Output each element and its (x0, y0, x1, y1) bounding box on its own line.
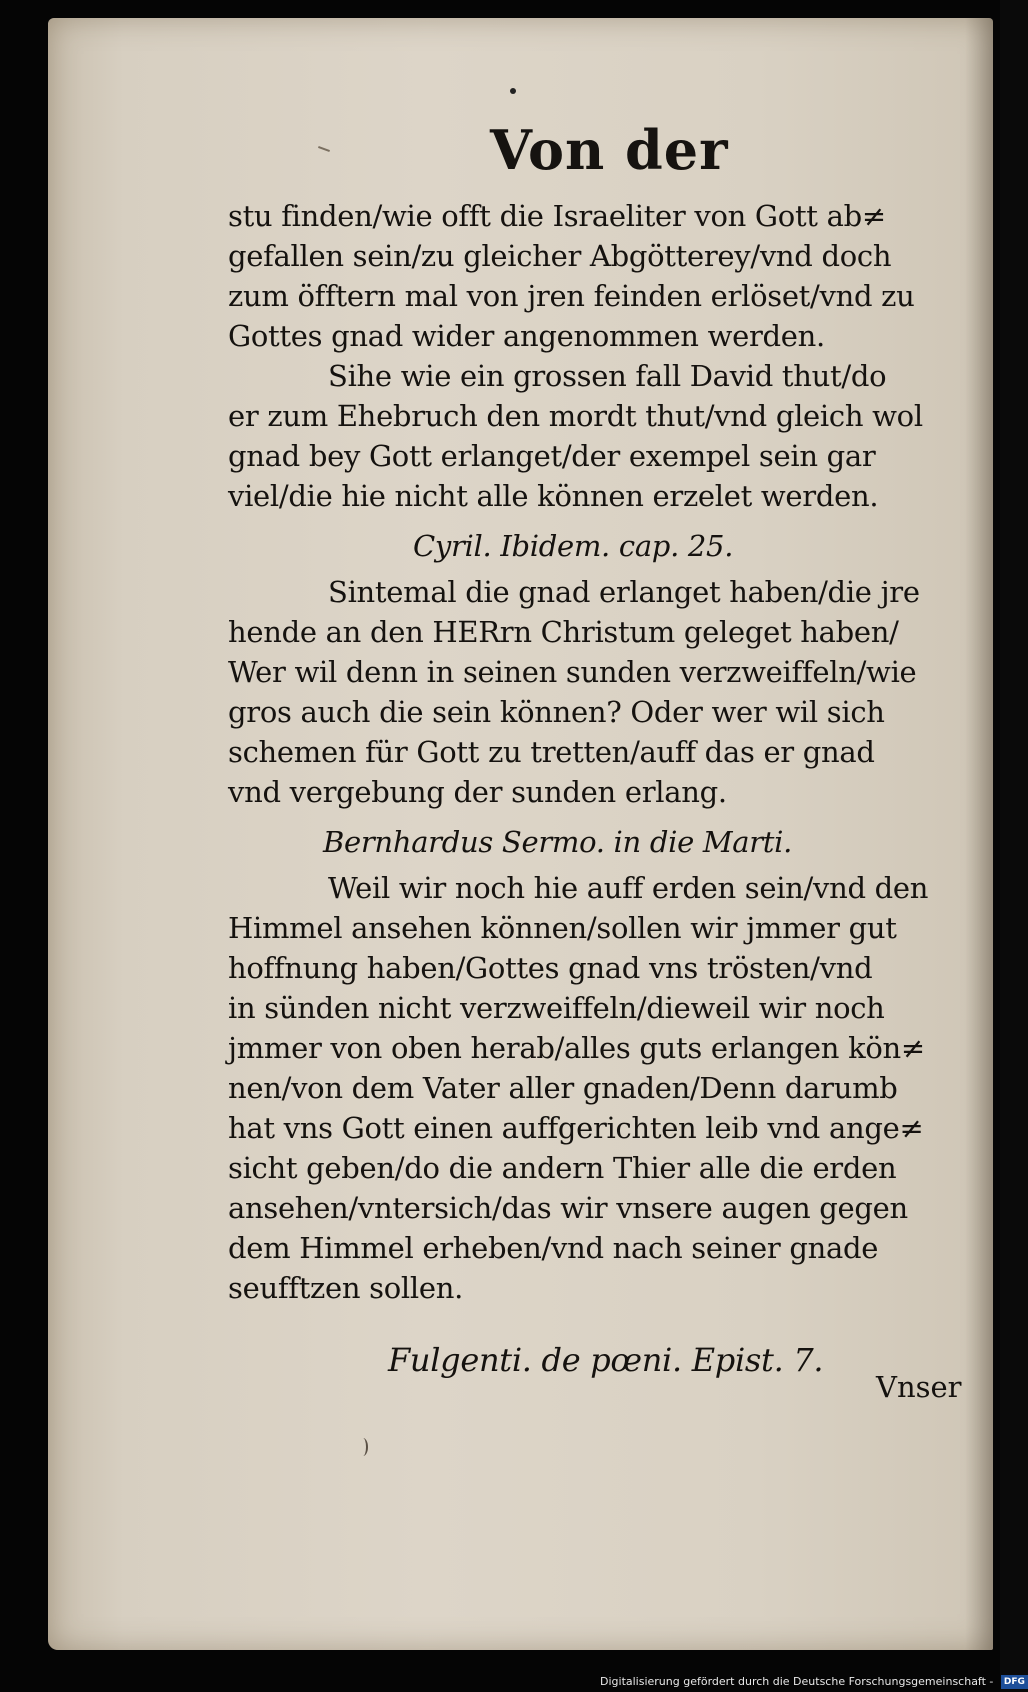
paper-blemish (318, 146, 330, 152)
text-line: hende an den HERrn Christum geleget haben/ (228, 615, 899, 649)
citation-heading-cyril: Cyril. Ibidem. cap. 25. (413, 529, 734, 563)
text-line: dem Himmel erheben/vnd nach seiner gnade (228, 1231, 879, 1265)
paragraph-israeliter (228, 196, 968, 356)
paragraph-bernhardus (228, 868, 968, 1308)
text-line: gnad bey Gott erlanget/der exempel sein gar (228, 439, 876, 473)
text-line: Wer wil denn in seinen sunden verzweiffeln/wie (228, 655, 917, 689)
text-line: Gottes gnad wider angenommen werden. (228, 319, 825, 353)
citation-heading-fulgentius: Fulgenti. de pœni. Epist. 7. (388, 1341, 824, 1379)
text-line: stu finden/wie offt die Israeliter von Gott ab≠ (228, 199, 886, 233)
credit-text: Digitalisierung gefördert durch die Deutsche Forschungsgemeinschaft - (600, 1675, 994, 1688)
paragraph-david (228, 356, 968, 516)
text-line: schemen für Gott zu tretten/auff das er gnad (228, 735, 875, 769)
text-line: vnd vergebung der sunden erlang. (228, 775, 727, 809)
text-line: sicht geben/do die andern Thier alle die erden (228, 1151, 897, 1185)
text-line: ansehen/vntersich/das wir vnsere augen gegen (228, 1191, 908, 1225)
dfg-logo: DFG (1001, 1675, 1028, 1689)
page-dot-mark (510, 88, 516, 94)
text-line: hoffnung haben/Gottes gnad vns trösten/vnd (228, 951, 873, 985)
paragraph-cyril (228, 572, 968, 812)
digitization-credit (600, 1672, 1028, 1692)
text-line: er zum Ehebruch den mordt thut/vnd gleich wol (228, 399, 923, 433)
text-line: seufftzen sollen. (228, 1271, 464, 1305)
text-line: viel/die hie nicht alle können erzelet werden. (228, 479, 879, 513)
text-line: hat vns Gott einen auffgerichten leib vnd ange≠ (228, 1111, 924, 1145)
text-line: Himmel ansehen können/sollen wir jmmer gut (228, 911, 897, 945)
citation-heading-bernhardus: Bernhardus Sermo. in die Marti. (323, 825, 793, 859)
text-line: zum öfftern mal von jren feinden erlöset/vnd zu (228, 279, 915, 313)
catchword: Vnser (876, 1370, 962, 1404)
body-text (228, 196, 968, 1386)
text-line: Weil wir noch hie auff erden sein/vnd den (328, 871, 929, 905)
running-head: Von der (490, 118, 729, 182)
text-line: gros auch die sein können? Oder wer wil sich (228, 695, 885, 729)
paper-blemish-lower (358, 1438, 368, 1456)
text-line: in sünden nicht verzweiffeln/dieweil wir noch (228, 991, 885, 1025)
text-line: gefallen sein/zu gleicher Abgötterey/vnd doch (228, 239, 892, 273)
text-line: jmmer von oben herab/alles guts erlangen kön≠ (228, 1031, 925, 1065)
text-line: nen/von dem Vater aller gnaden/Denn darumb (228, 1071, 898, 1105)
text-line: Sintemal die gnad erlanget haben/die jre (328, 575, 920, 609)
text-line: Sihe wie ein grossen fall David thut/do (328, 359, 887, 393)
